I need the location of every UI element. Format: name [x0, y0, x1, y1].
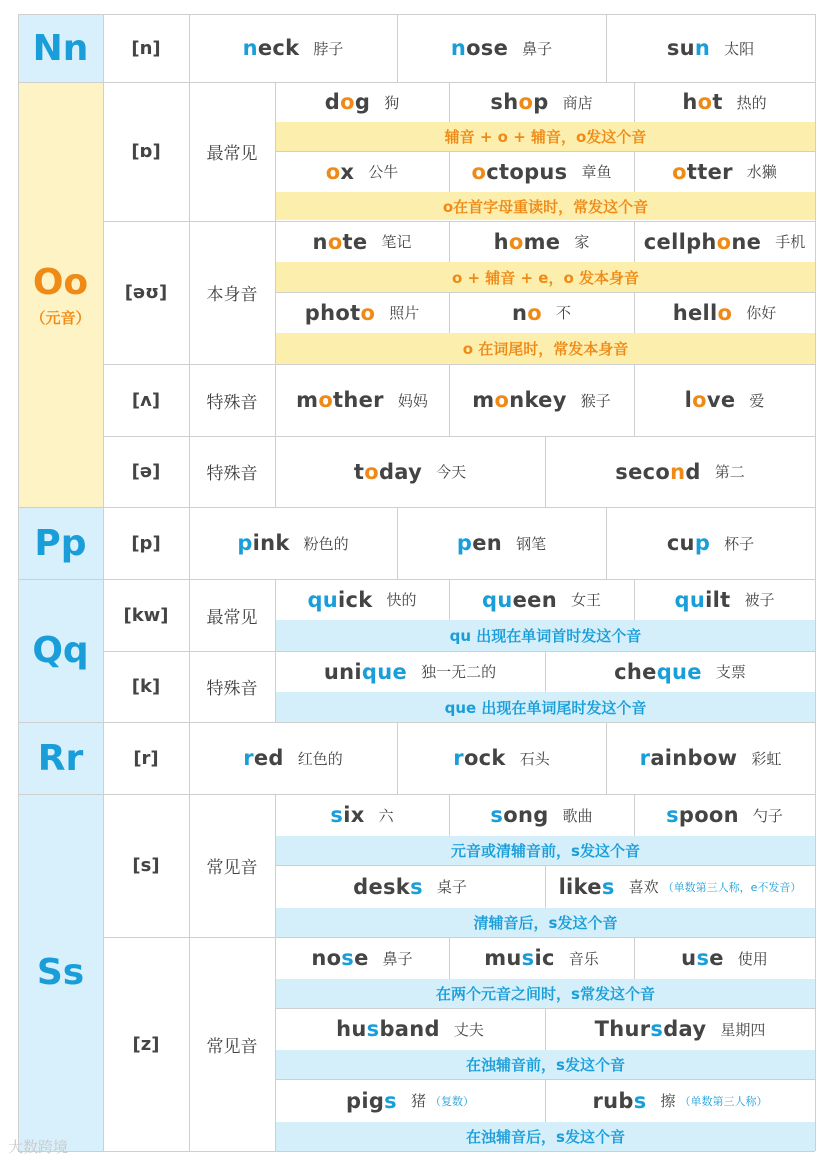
word-cell-song: [449, 794, 634, 836]
english-word: music: [484, 946, 555, 970]
chinese-meaning: 水獭: [746, 163, 777, 181]
english-word: photo: [304, 300, 376, 325]
rule-note-o2b: o 在词尾时，常发本身音: [276, 333, 815, 364]
word-cell-nose_n: [397, 14, 606, 82]
chinese-meaning: 脖子: [313, 39, 344, 58]
chinese-meaning: 独一无二的: [421, 663, 497, 681]
ipa-s1: [s]: [132, 855, 160, 876]
word-cell-quilt: [634, 579, 815, 620]
chinese-meaning: 红色的: [297, 749, 343, 768]
word-cell-neck: [189, 14, 397, 82]
english-word: hot: [682, 90, 723, 114]
chinese-meaning: 粉色的: [303, 534, 349, 553]
chinese-meaning: 钢笔: [516, 534, 547, 553]
rule-q2: 特殊音: [206, 679, 258, 699]
english-word: today: [353, 459, 423, 484]
english-word: spoon: [666, 803, 739, 827]
rule-note-s1a: 元音或清辅音前，s发这个音: [276, 836, 815, 865]
ipa-o2: [əʊ]: [124, 282, 168, 303]
ipa-p: [p]: [131, 532, 161, 554]
word-cell-monkey: [449, 364, 634, 436]
english-word: note: [312, 229, 368, 254]
word-cell-note: [275, 221, 449, 262]
english-word: quick: [307, 587, 373, 612]
ipa-o4: [ə]: [131, 461, 161, 482]
chinese-meaning: 太阳: [724, 39, 755, 58]
english-word: shop: [490, 90, 549, 114]
rule-o1: 最常见: [206, 143, 258, 164]
english-word: unique: [323, 659, 408, 684]
english-word: otter: [672, 159, 733, 184]
rule-o4: 特殊音: [206, 464, 258, 484]
ipa-o3: [ʌ]: [131, 389, 161, 411]
english-word: pigs: [346, 1088, 397, 1113]
english-word: queen: [482, 587, 557, 612]
rule-note-s1b: 清辅音后，s发这个音: [276, 908, 815, 937]
chinese-meaning: 歌曲: [562, 806, 593, 825]
letter-q: Qq: [18, 579, 103, 722]
rule-o2: 本身音: [206, 285, 258, 305]
chinese-meaning: 音乐: [568, 949, 599, 968]
english-word: cup: [666, 531, 711, 555]
chinese-meaning: 照片: [389, 304, 420, 322]
letter-o-main: Oo: [32, 261, 89, 303]
chinese-meaning: 猪: [410, 1092, 426, 1110]
chinese-meaning: 鼻子: [382, 949, 413, 968]
english-word: octopus: [471, 159, 568, 184]
chinese-meaning: 支票: [715, 663, 746, 681]
chinese-meaning: 不: [555, 304, 571, 322]
rule-note-o2a: o + 辅音 + e，o 发本身音: [276, 262, 815, 292]
english-word: desks: [353, 874, 423, 899]
word-cell-queen: [449, 579, 634, 620]
chinese-meaning: 爱: [749, 391, 765, 410]
chinese-meaning: 今天: [436, 463, 467, 481]
word-cell-ox: [275, 151, 449, 192]
chinese-meaning: 妈妈: [397, 391, 428, 410]
word-cell-home: [449, 221, 634, 262]
word-cell-music: [449, 937, 634, 979]
letter-n: Nn: [18, 14, 103, 82]
word-cell-hot: [634, 82, 815, 122]
english-word: pink: [237, 531, 290, 555]
word-cell-cellphone: [634, 221, 815, 262]
english-word: nose: [311, 946, 369, 970]
chinese-meaning: 彩虹: [751, 749, 782, 768]
english-word: use: [681, 946, 724, 970]
word-cell-desks: [275, 865, 545, 908]
word-cell-red: [189, 722, 397, 794]
word-cell-octopus: [449, 151, 634, 192]
word-cell-second: [545, 436, 815, 507]
chinese-meaning: 六: [378, 806, 394, 825]
word-cell-six: [275, 794, 449, 836]
word-cell-today: [275, 436, 545, 507]
chinese-meaning: 石头: [519, 749, 550, 768]
english-word: cheque: [614, 659, 702, 684]
word-cell-shop: [449, 82, 634, 122]
letter-s: Ss: [18, 794, 103, 1151]
word-cell-nose_s: [275, 937, 449, 979]
word-cell-husband: [275, 1008, 545, 1050]
english-word: song: [490, 803, 549, 827]
chinese-meaning: 丈夫: [453, 1020, 484, 1039]
english-word: red: [243, 746, 284, 770]
chinese-meaning: 鼻子: [522, 39, 553, 58]
word-cell-rainbow: [606, 722, 815, 794]
chinese-meaning: 使用: [737, 949, 768, 968]
usage-note: （单数第三人称，e不发音）: [662, 880, 802, 894]
english-word: rainbow: [639, 746, 738, 770]
ipa-r: [r]: [133, 747, 159, 769]
word-cell-no: [449, 292, 634, 333]
chinese-meaning: 第二: [714, 463, 745, 481]
word-cell-pigs: [275, 1079, 545, 1122]
english-word: hello: [672, 300, 733, 325]
word-cell-quick: [275, 579, 449, 620]
usage-note: （复数）: [430, 1094, 474, 1108]
letter-p: Pp: [18, 507, 103, 579]
vowel-label: （元音）: [30, 308, 91, 327]
english-word: no: [511, 300, 542, 325]
english-word: cellphone: [643, 229, 762, 254]
ipa-n: [n]: [131, 37, 161, 59]
word-cell-pink: [189, 507, 397, 579]
word-cell-spoon: [634, 794, 815, 836]
rule-o3: 特殊音: [206, 392, 258, 413]
english-word: Thursday: [594, 1017, 707, 1041]
chinese-meaning: 商店: [562, 93, 593, 112]
chinese-meaning: 擦: [660, 1092, 676, 1110]
english-word: love: [684, 388, 736, 412]
word-cell-cup: [606, 507, 815, 579]
word-cell-dog: [275, 82, 449, 122]
english-word: rock: [453, 746, 506, 770]
english-word: six: [330, 803, 365, 827]
rule-note-o1a: 辅音 + o + 辅音，o发这个音: [276, 122, 815, 151]
ipa-q1: [kw]: [123, 604, 169, 626]
word-cell-likes: [545, 865, 815, 908]
english-word: likes: [558, 874, 615, 899]
english-word: husband: [336, 1017, 440, 1041]
rule-note-q2: que 出现在单词尾时发这个音: [276, 692, 815, 722]
word-cell-use: [634, 937, 815, 979]
word-cell-sun: [606, 14, 815, 82]
word-cell-rubs: [545, 1079, 815, 1122]
rule-note-s2c: 在浊辅音后，s发这个音: [276, 1122, 815, 1151]
ipa-o1: [ɒ]: [131, 140, 161, 162]
word-cell-rock: [397, 722, 606, 794]
rule-note-s2a: 在两个元音之间时，s常发这个音: [276, 979, 815, 1008]
english-word: nose: [450, 36, 509, 60]
word-cell-thursday: [545, 1008, 815, 1050]
rule-note-o1b: o在首字母重读时，常发这个音: [276, 192, 815, 220]
ipa-q2: [k]: [131, 676, 161, 697]
rule-s2: 常见音: [206, 1036, 258, 1057]
english-word: monkey: [472, 388, 567, 412]
chinese-meaning: 你好: [746, 304, 777, 322]
letter-o: [18, 82, 103, 507]
rule-note-q1: qu 出现在单词首时发这个音: [276, 620, 815, 651]
english-word: ox: [325, 159, 355, 184]
rule-s1: 常见音: [206, 858, 258, 878]
chinese-meaning: 手机: [775, 233, 806, 251]
usage-note: （单数第三人称）: [679, 1094, 768, 1108]
word-cell-hello: [634, 292, 815, 333]
chinese-meaning: 公牛: [368, 163, 399, 181]
english-word: rubs: [592, 1088, 647, 1113]
rule-note-s2b: 在浊辅音前，s发这个音: [276, 1050, 815, 1079]
ipa-s2: [z]: [132, 1033, 160, 1055]
chinese-meaning: 家: [574, 233, 590, 251]
english-word: second: [615, 459, 701, 484]
chinese-meaning: 被子: [744, 591, 775, 609]
chinese-meaning: 热的: [736, 93, 767, 112]
chinese-meaning: 女王: [570, 591, 601, 609]
english-word: sun: [666, 36, 711, 60]
english-word: home: [493, 229, 561, 254]
english-word: quilt: [674, 587, 731, 612]
word-cell-photo: [275, 292, 449, 333]
word-cell-mother: [275, 364, 449, 436]
english-word: neck: [242, 36, 300, 60]
word-cell-otter: [634, 151, 815, 192]
word-cell-unique: [275, 651, 545, 692]
word-cell-pen: [397, 507, 606, 579]
word-cell-love: [634, 364, 815, 436]
chinese-meaning: 笔记: [381, 233, 412, 251]
english-word: pen: [456, 531, 503, 555]
chinese-meaning: 章鱼: [581, 163, 612, 181]
letter-r: Rr: [18, 722, 103, 794]
rule-q1: 最常见: [206, 607, 258, 628]
watermark: 大数跨境: [8, 1138, 69, 1156]
chinese-meaning: 桌子: [436, 878, 467, 896]
chinese-meaning: 勺子: [752, 806, 783, 825]
word-cell-cheque: [545, 651, 815, 692]
chinese-meaning: 喜欢: [628, 878, 659, 896]
chinese-meaning: 猴子: [580, 391, 611, 410]
chinese-meaning: 杯子: [724, 534, 755, 553]
chinese-meaning: 快的: [386, 591, 417, 609]
chinese-meaning: 星期四: [720, 1020, 766, 1039]
english-word: mother: [296, 388, 384, 412]
english-word: dog: [324, 90, 371, 114]
chinese-meaning: 狗: [384, 93, 400, 112]
